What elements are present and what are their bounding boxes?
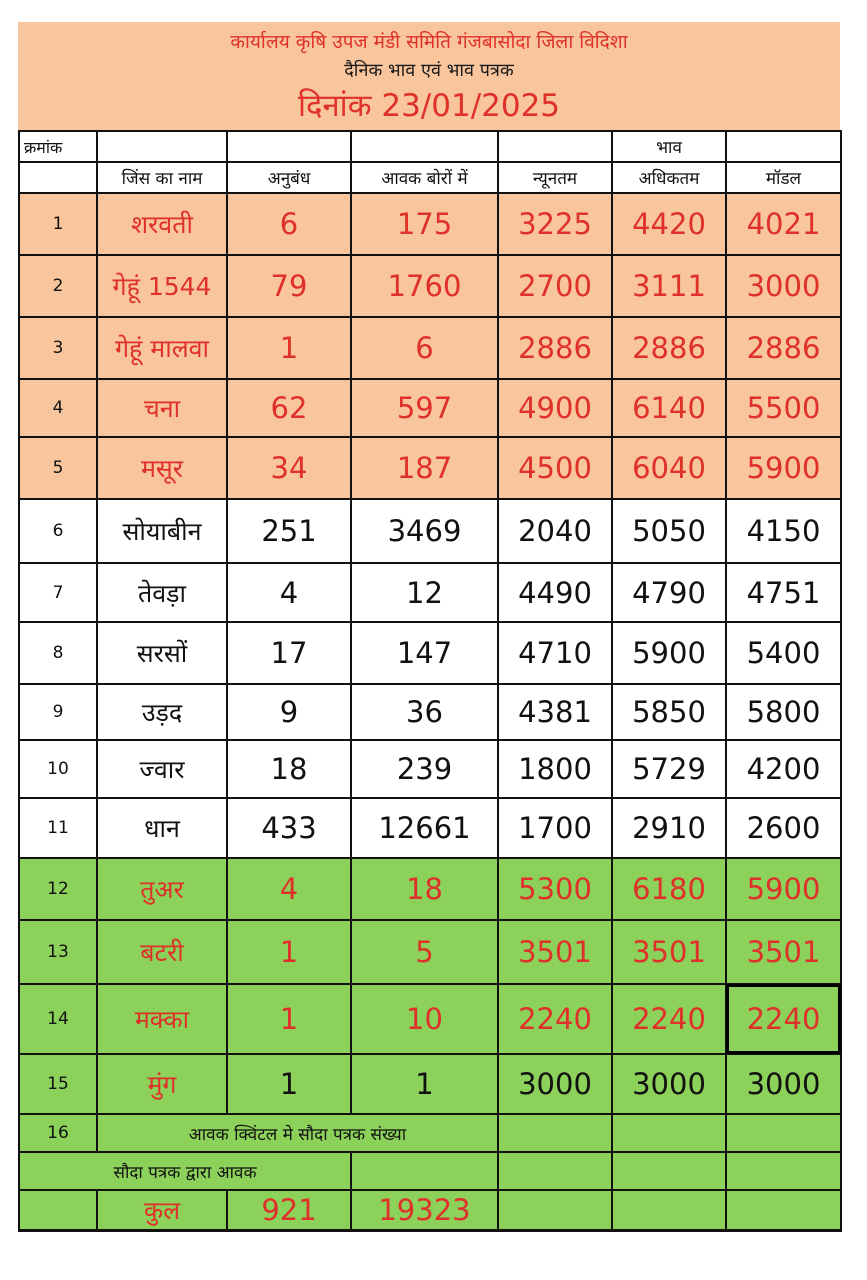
- col-name-header: जिंस का नाम: [97, 162, 227, 193]
- cell-min: 3225: [498, 193, 612, 255]
- cell-arrival: 1760: [351, 255, 498, 317]
- cell-contract: 18: [227, 740, 351, 798]
- header-row-1: [19, 131, 841, 162]
- cell-name: सोयाबीन: [97, 499, 227, 563]
- cell-max: 3501: [612, 920, 726, 984]
- cell-modal: 3000: [726, 255, 841, 317]
- cell-arrival: 36: [351, 684, 498, 740]
- cell-name: उड़द: [97, 684, 227, 740]
- cell-sno: 5: [19, 437, 97, 499]
- cell-min: 4500: [498, 437, 612, 499]
- cell-name: मसूर: [97, 437, 227, 499]
- cell-name: गेहूं मालवा: [97, 317, 227, 379]
- cell-min: 2240: [498, 984, 612, 1054]
- cell-modal: 4021: [726, 193, 841, 255]
- cell-max: 3000: [612, 1054, 726, 1114]
- cell-max: 2910: [612, 798, 726, 858]
- cell-arrival: 187: [351, 437, 498, 499]
- cell-name: ज्वार: [97, 740, 227, 798]
- table-row: [19, 984, 841, 1054]
- cell-name: धान: [97, 798, 227, 858]
- cell-modal: 3501: [726, 920, 841, 984]
- cell-sno: 1: [19, 193, 97, 255]
- cell-contract: 34: [227, 437, 351, 499]
- cell-sno: 4: [19, 379, 97, 437]
- row-16: [19, 1114, 841, 1152]
- cell-min: 5300: [498, 858, 612, 920]
- sheet-header: [18, 22, 840, 130]
- cell-arrival: 3469: [351, 499, 498, 563]
- cell-max: 2886: [612, 317, 726, 379]
- cell-sno: 11: [19, 798, 97, 858]
- col-contract-header: अनुबंध: [227, 162, 351, 193]
- cell-modal: 5800: [726, 684, 841, 740]
- cell-contract: 1: [227, 920, 351, 984]
- cell-sno: 15: [19, 1054, 97, 1114]
- cell-min: 3501: [498, 920, 612, 984]
- cell-min: 4490: [498, 563, 612, 622]
- cell-contract: 251: [227, 499, 351, 563]
- cell-sno: 3: [19, 317, 97, 379]
- cell-name: तेवड़ा: [97, 563, 227, 622]
- cell-max: 6040: [612, 437, 726, 499]
- cell-max: 6180: [612, 858, 726, 920]
- cell-sno: 12: [19, 858, 97, 920]
- cell-contract: 62: [227, 379, 351, 437]
- cell-max: 2240: [612, 984, 726, 1054]
- cell-sno: 7: [19, 563, 97, 622]
- cell-contract: 1: [227, 317, 351, 379]
- table-row: [19, 437, 841, 499]
- cell-min: 4900: [498, 379, 612, 437]
- cell-min: 1700: [498, 798, 612, 858]
- row-16-sno: 16: [19, 1114, 97, 1152]
- cell-name: तुअर: [97, 858, 227, 920]
- rate-table: [18, 130, 842, 1232]
- cell-arrival: 12661: [351, 798, 498, 858]
- cell-name: गेहूं 1544: [97, 255, 227, 317]
- sauda-row: [19, 1152, 841, 1190]
- cell-min: 2886: [498, 317, 612, 379]
- cell-arrival: 12: [351, 563, 498, 622]
- cell-max: 5729: [612, 740, 726, 798]
- total-contract: 921: [227, 1190, 351, 1230]
- cell-contract: 79: [227, 255, 351, 317]
- col-modal-header: मॉडल: [726, 162, 841, 193]
- table-row: [19, 499, 841, 563]
- cell-modal: 3000: [726, 1054, 841, 1114]
- cell-min: 4381: [498, 684, 612, 740]
- date-line: दिनांक 23/01/2025: [297, 88, 561, 124]
- table-row: [19, 1054, 841, 1114]
- cell-max: 4790: [612, 563, 726, 622]
- col-min-header: न्यूनतम: [498, 162, 612, 193]
- table-row: [19, 858, 841, 920]
- cell-name: मक्का: [97, 984, 227, 1054]
- cell-name: शरवती: [97, 193, 227, 255]
- table-row: [19, 684, 841, 740]
- col-max-header: अधिकतम: [612, 162, 726, 193]
- cell-modal: 5900: [726, 858, 841, 920]
- cell-min: 4710: [498, 622, 612, 684]
- cell-modal: 5500: [726, 379, 841, 437]
- table-row: [19, 622, 841, 684]
- cell-modal: 4751: [726, 563, 841, 622]
- header-row-2: [19, 162, 841, 193]
- cell-modal: 2240: [726, 984, 841, 1054]
- col-sno-header: क्रमांक: [19, 131, 97, 162]
- cell-modal: 4200: [726, 740, 841, 798]
- sauda-label: सौदा पत्रक द्वारा आवक: [19, 1152, 351, 1190]
- cell-sno: 10: [19, 740, 97, 798]
- cell-arrival: 175: [351, 193, 498, 255]
- cell-modal: 4150: [726, 499, 841, 563]
- cell-contract: 6: [227, 193, 351, 255]
- cell-name: बटरी: [97, 920, 227, 984]
- cell-sno: 9: [19, 684, 97, 740]
- table-row: [19, 563, 841, 622]
- cell-arrival: 597: [351, 379, 498, 437]
- col-rate-group-header: भाव: [612, 131, 726, 162]
- cell-min: 1800: [498, 740, 612, 798]
- cell-modal: 2886: [726, 317, 841, 379]
- cell-modal: 2600: [726, 798, 841, 858]
- table-row: [19, 317, 841, 379]
- cell-contract: 433: [227, 798, 351, 858]
- office-title: कार्यालय कृषि उपज मंडी समिति गंजबासोदा जिला विदिशा: [230, 31, 628, 53]
- cell-max: 5050: [612, 499, 726, 563]
- cell-contract: 1: [227, 1054, 351, 1114]
- cell-contract: 1: [227, 984, 351, 1054]
- cell-max: 4420: [612, 193, 726, 255]
- cell-min: 2700: [498, 255, 612, 317]
- cell-sno: 6: [19, 499, 97, 563]
- rate-sheet: [18, 22, 840, 1232]
- row-16-text: आवक क्विंटल मे सौदा पत्रक संख्या: [97, 1114, 498, 1152]
- table-row: [19, 193, 841, 255]
- cell-name: चना: [97, 379, 227, 437]
- col-arrival-header: आवक बोरों में: [351, 162, 498, 193]
- cell-sno: 2: [19, 255, 97, 317]
- cell-name: सरसों: [97, 622, 227, 684]
- cell-arrival: 10: [351, 984, 498, 1054]
- cell-contract: 9: [227, 684, 351, 740]
- cell-sno: 14: [19, 984, 97, 1054]
- cell-arrival: 6: [351, 317, 498, 379]
- table-row: [19, 740, 841, 798]
- cell-arrival: 147: [351, 622, 498, 684]
- cell-max: 6140: [612, 379, 726, 437]
- table-row: [19, 379, 841, 437]
- total-label: कुल: [97, 1190, 227, 1230]
- cell-min: 3000: [498, 1054, 612, 1114]
- cell-min: 2040: [498, 499, 612, 563]
- cell-max: 3111: [612, 255, 726, 317]
- cell-modal: 5400: [726, 622, 841, 684]
- total-arrival: 19323: [351, 1190, 498, 1230]
- table-row: [19, 255, 841, 317]
- cell-contract: 4: [227, 563, 351, 622]
- table-row: [19, 920, 841, 984]
- cell-arrival: 239: [351, 740, 498, 798]
- cell-max: 5900: [612, 622, 726, 684]
- total-row: [19, 1190, 841, 1230]
- cell-arrival: 5: [351, 920, 498, 984]
- cell-arrival: 18: [351, 858, 498, 920]
- cell-modal: 5900: [726, 437, 841, 499]
- cell-arrival: 1: [351, 1054, 498, 1114]
- cell-contract: 17: [227, 622, 351, 684]
- cell-contract: 4: [227, 858, 351, 920]
- sheet-subtitle: दैनिक भाव एवं भाव पत्रक: [344, 60, 514, 81]
- cell-name: मुंग: [97, 1054, 227, 1114]
- table-row: [19, 798, 841, 858]
- cell-sno: 8: [19, 622, 97, 684]
- cell-max: 5850: [612, 684, 726, 740]
- cell-sno: 13: [19, 920, 97, 984]
